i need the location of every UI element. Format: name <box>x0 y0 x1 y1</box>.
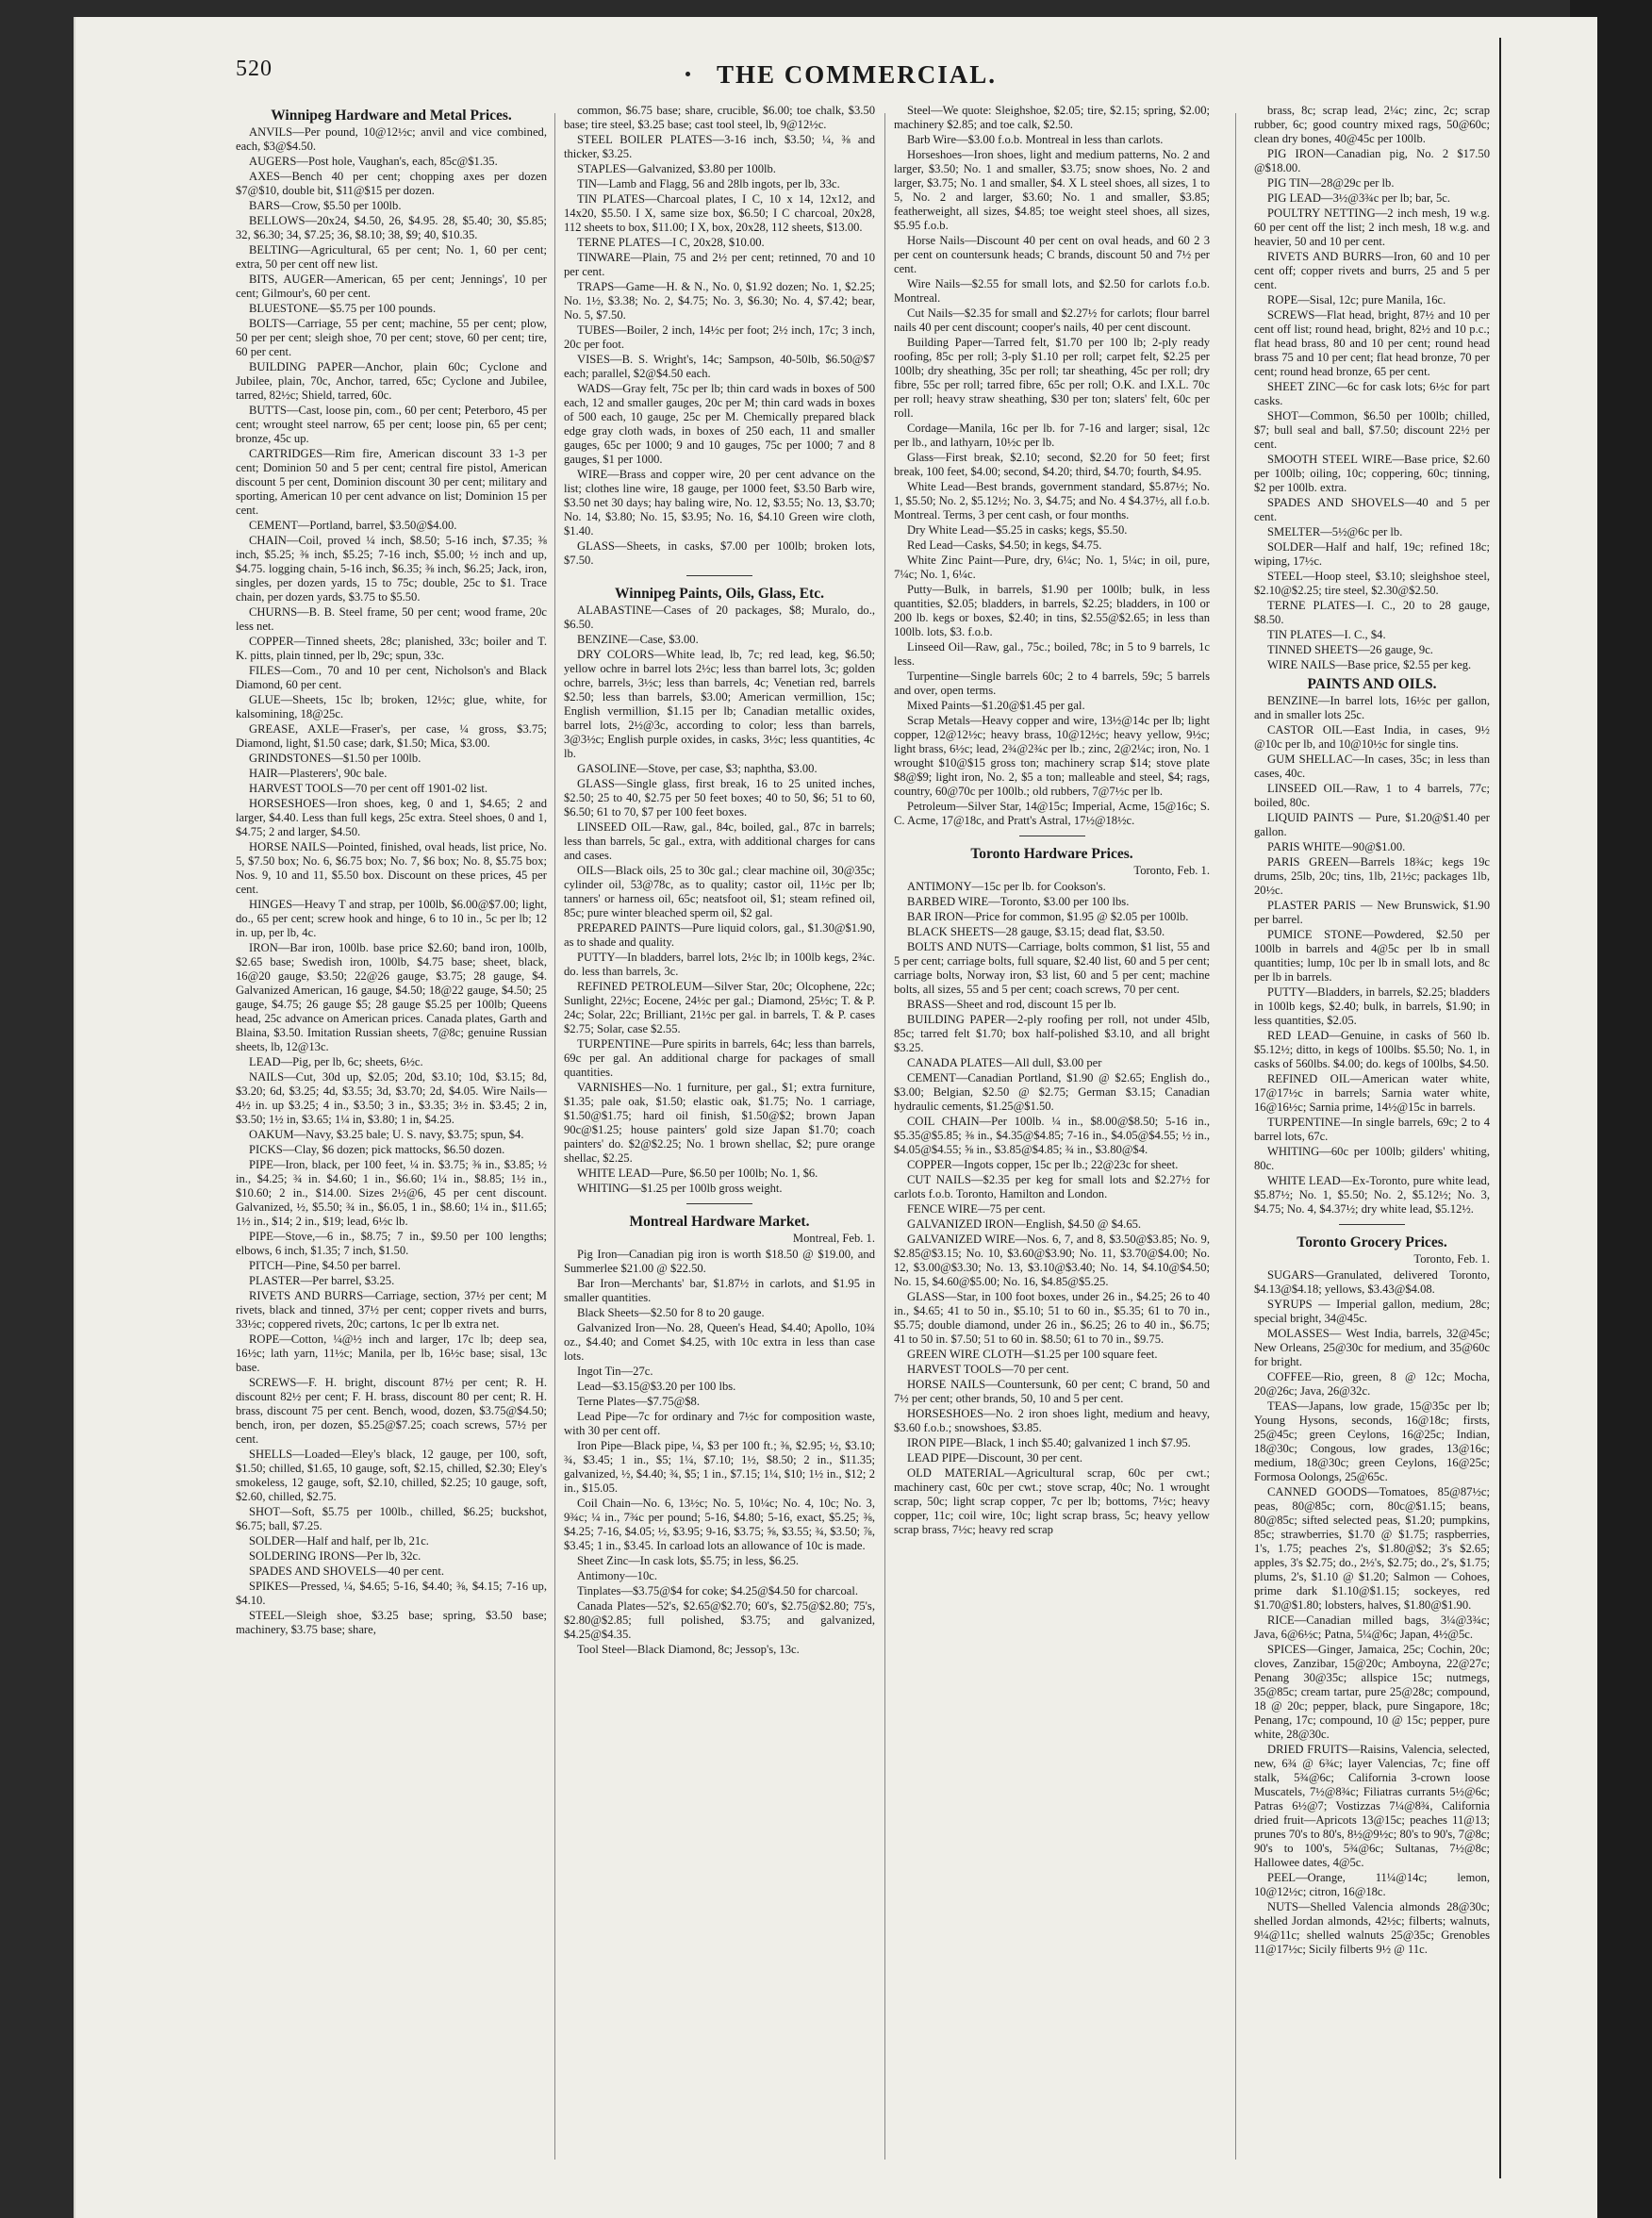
price-paragraph: common, $6.75 base; share, crucible, $6.00; toe chalk, $3.50 base; tire steel, $3.25 base; cast tool steel, lb, 9@12½c. <box>564 104 875 131</box>
price-paragraph: HORSE NAILS—Pointed, finished, oval heads, list price, No. 5, $7.50 box; No. 6, $6.75 box; No. 7, $6 box; No. 8, $5.75 box; Nos. 9, 10 and 11, $5.50 box. Discount on these prices, 45 per cent. <box>236 840 547 896</box>
price-paragraph: POULTRY NETTING—2 inch mesh, 19 w.g. 60 per cent off the list; 2 inch mesh, 18 w.g. and heavier, 50 and 10 per cent. <box>1254 207 1490 248</box>
price-paragraph: Antimony—10c. <box>577 1569 658 1582</box>
price-paragraph: VARNISHES—No. 1 furniture, per gal., $1; extra furniture, $1.35; pale oak, $1.50; elastic oak, $1.75; No. 1 carriage, $1.50@$1.75; hard oil finish, $1.50@$2; brown Japan 90c@$1.25; house painters' gold size Japan $1.70; coach painters' do. $2@$2.25; No. 1 brown shellac, $2; pure orange shellac, $2.25. <box>564 1081 875 1165</box>
price-paragraph: GREEN WIRE CLOTH—$1.25 per 100 square feet. <box>907 1348 1158 1361</box>
price-paragraph: HINGES—Heavy T and strap, per 100lb, $6.00@$7.00; light, do., 65 per cent; screw hook and hinge, 6 to 10 in., 5c per lb; 12 in. up, per lb, 4c. <box>236 898 547 939</box>
price-paragraph: WIRE NAILS—Base price, $2.55 per keg. <box>1267 658 1472 671</box>
price-paragraph: GLUE—Sheets, 15c lb; broken, 12½c; glue, white, for kalsomining, 18@25c. <box>236 693 547 720</box>
price-paragraph: TURPENTINE—In single barrels, 69c; 2 to 4 barrel lots, 67c. <box>1254 1116 1490 1143</box>
price-paragraph: Scrap Metals—Heavy copper and wire, 13½@14c per lb; light copper, 12@12½c; heavy brass, 10@12½c; heavy yellow, 9½c; light brass, 6½c; lead, 2¾@2¾c per lb.; zinc, 2@2¼c; iron, No. 1 wrought $10@$15 gross ton; machinery scrap $14; stove plate $8@$9; light iron, No. 2, $5 a ton; malleable and steel, $4; rags, country, 60@70c per 100lb.; old rubbers, 7@7½c per lb. <box>894 714 1210 798</box>
section-title: Toronto Hardware Prices. <box>970 846 1133 862</box>
ornament-dot <box>686 72 690 76</box>
paragraph-list <box>894 104 1210 828</box>
column-1 <box>236 104 547 2169</box>
price-paragraph: Wire Nails—$2.55 for small lots, and $2.50 for carlots f.o.b. Montreal. <box>894 277 1210 305</box>
price-paragraph: COIL CHAIN—Per 100lb. ¼ in., $8.00@$8.50; 5-16 in., $5.35@$5.85; ⅜ in., $4.35@$4.85; 7-16 in., $4.05@$4.55; ½ in., $4.05@$4.55; ⅝ in., $3.85@$4.85; ¾ in., $3.80@$4. <box>894 1115 1210 1156</box>
section-title: PAINTS AND OILS. <box>1307 676 1437 692</box>
price-paragraph: STEEL—Hoop steel, $3.10; sleighshoe steel, $2.10@$2.25; tire steel, $2.30@$2.50. <box>1254 570 1490 597</box>
price-paragraph: HORSE NAILS—Countersunk, 60 per cent; C brand, 50 and 7½ per cent; other brands, 50, 10 and 5 per cent. <box>894 1378 1210 1405</box>
price-paragraph: ANVILS—Per pound, 10@12½c; anvil and vice combined, each, $3@$4.50. <box>236 125 547 153</box>
price-paragraph: SPADES AND SHOVELS—40 per cent. <box>249 1564 444 1578</box>
price-paragraph: TINWARE—Plain, 75 and 2½ per cent; retinned, 70 and 10 per cent. <box>564 251 875 278</box>
price-paragraph: Pig Iron—Canadian pig iron is worth $18.50 @ $19.00, and Summerlee $21.00 @ $22.50. <box>564 1248 875 1275</box>
price-paragraph: SHOT—Soft, $5.75 per 100lb., chilled, $6.25; buckshot, $6.75; ball, $7.25. <box>236 1505 547 1532</box>
dateline: Montreal, Feb. 1. <box>792 1232 875 1245</box>
price-paragraph: RICE—Canadian milled bags, 3¼@3¾c; Java, 6@6½c; Patna, 5¼@6c; Japan, 4½@5c. <box>1254 1614 1490 1641</box>
price-paragraph: OILS—Black oils, 25 to 30c gal.; clear machine oil, 30@35c; cylinder oil, 53@78c, as to quality; castor oil, 11½c per lb; tanners' or harness oil, 65c; neatsfoot oil, $1; steam refined oil, 85c; pure winter bleached sperm oil, $2 gal. <box>564 864 875 919</box>
price-paragraph: AUGERS—Post hole, Vaughan's, each, 85c@$1.35. <box>249 155 498 168</box>
paragraph-list <box>1254 1268 1490 1957</box>
price-paragraph: RIVETS AND BURRS—Carriage, section, 37½ per cent; M rivets, black and tinned, 37½ per cent; copper rivets and burrs, 33½c; coppered rivets, 20c; cartons, 1c per lb extra net. <box>236 1289 547 1331</box>
price-paragraph: LINSEED OIL—Raw, gal., 84c, boiled, gal., 87c in barrels; less than barrels, 5c gal., extra, with additional charges for cans and cases. <box>564 820 875 862</box>
price-paragraph: Cordage—Manila, 16c per lb. for 7-16 and larger; sisal, 12c per lb., and lathyarn, 10½c per lb. <box>894 422 1210 449</box>
dateline: Toronto, Feb. 1. <box>1413 1252 1490 1266</box>
price-paragraph: RIVETS AND BURRS—Iron, 60 and 10 per cent off; copper rivets and burrs, 25 and 5 per cent. <box>1254 250 1490 291</box>
price-paragraph: TIN—Lamb and Flagg, 56 and 28lb ingots, per lb, 33c. <box>577 177 840 190</box>
page-number: 520 <box>236 57 273 81</box>
price-paragraph: NAILS—Cut, 30d up, $2.05; 20d, $3.10; 10d, $3.15; 8d, $3.20; 6d, $3.25; 4d, $3.55; 3d, $3.70; 2d, $4.05. Wire Nails—4½ in. up $3.25; 4 in., $3.50; 3 in., $3.35; 3½ in. $3.45; 2 in, $3.50; 1½ in, $3.65; 1¼ in, $3.80; 1 in, $4.25. <box>236 1070 547 1126</box>
price-paragraph: Dry White Lead—$5.25 in casks; kegs, $5.50. <box>907 523 1128 537</box>
price-paragraph: White Zinc Paint—Pure, dry, 6¼c; No. 1, 5¼c; in oil, pure, 7¼c; No. 1, 6¼c. <box>894 554 1210 581</box>
price-paragraph: CEMENT—Canadian Portland, $1.90 @ $2.65; English do., $3.00; Belgian, $2.50 @ $2.75; German $3.15; Canadian hydraulic cements, $1.25@$1.50. <box>894 1071 1210 1113</box>
price-paragraph: ROPE—Cotton, ¼@½ inch and larger, 17c lb; deep sea, 16½c; lath yarn, 11½c; Manila, per lb, 16½c base; sisal, 13c base. <box>236 1332 547 1374</box>
price-paragraph: TIN PLATES—Charcoal plates, I C, 10 x 14, 12x12, and 14x20, $5.50. I X, same size box, $6.50; I C charcoal, 20x28, 112 sheets to box, $11.00; I X, box, 20x28, 112 sheets, $13.00. <box>564 192 875 234</box>
price-paragraph: SPADES AND SHOVELS—40 and 5 per cent. <box>1254 496 1490 523</box>
price-paragraph: BOLTS—Carriage, 55 per cent; machine, 55 per cent; plow, 50 per per cent; sleigh shoe, 70 per cent; stove, 60 per cent; tire, 60 per cent. <box>236 317 547 358</box>
price-paragraph: SPIKES—Pressed, ¼, $4.65; 5-16, $4.40; ⅜, $4.15; 7-16 up, $4.10. <box>236 1580 547 1607</box>
price-paragraph: SMELTER—5½@6c per lb. <box>1267 525 1403 538</box>
price-paragraph: BUILDING PAPER—2-ply roofing per roll, not under 45lb, 85c; tarred felt $1.70; box half-polished $3.10, and all bright $3.25. <box>894 1013 1210 1054</box>
price-paragraph: OLD MATERIAL—Agricultural scrap, 60c per cwt.; machinery cast, 60c per cwt.; stove scrap, 40c; No. 1 wrought scrap, 50c; light scrap copper, 7c per lb; bottoms, 7½c; heavy copper, 11c; coil wire, 10c; light scrap brass, 5c; heavy yellow scrap brass, 7½c; heavy red scrap <box>894 1466 1210 1536</box>
price-paragraph: Cut Nails—$2.35 for small and $2.27½ for carlots; flour barrel nails 40 per cent discount; cooper's nails, 40 per cent discount. <box>894 306 1210 334</box>
price-paragraph: PIG LEAD—3½@3¾c per lb; bar, 5c. <box>1267 191 1451 205</box>
price-paragraph: SOLDER—Half and half, per lb, 21c. <box>249 1534 429 1548</box>
price-paragraph: CANADA PLATES—All dull, $3.00 per <box>907 1056 1102 1069</box>
price-paragraph: CASTOR OIL—East India, in cases, 9½ @10c per lb, and 10@10½c for single tins. <box>1254 723 1490 751</box>
price-paragraph: ANTIMONY—15c per lb. for Cookson's. <box>907 880 1106 893</box>
price-paragraph: Red Lead—Casks, $4.50; in kegs, $4.75. <box>907 538 1102 552</box>
price-paragraph: DRY COLORS—White lead, lb, 7c; red lead, keg, $6.50; yellow ochre in barrel lots 2½c; less than barrel lots, 3c; golden ochre, barrels, 3½c; less than barrels, 4c; Venetian red, barrels $2.50; less than barrels, $3.00; American vermillion, 15c; English vermillion, $1.15 per lb; Canadian metallic oxides, barrel lots, 2½@3c, according to color; less than barrels, 3@3½c; English purple oxides, in casks, 3½c; less quantities, 4c lb. <box>564 648 875 760</box>
price-paragraph: BRASS—Sheet and rod, discount 15 per lb. <box>907 998 1116 1011</box>
paragraph-list <box>1254 104 1490 672</box>
price-paragraph: Lead Pipe—7c for ordinary and 7½c for composition waste, with 30 per cent off. <box>564 1410 875 1437</box>
price-paragraph: PITCH—Pine, $4.50 per barrel. <box>249 1259 401 1272</box>
price-paragraph: LIQUID PAINTS — Pure, $1.20@$1.40 per gallon. <box>1254 811 1490 838</box>
price-paragraph: PLASTER—Per barrel, $3.25. <box>249 1274 395 1287</box>
price-paragraph: IRON PIPE—Black, 1 inch $5.40; galvanized 1 inch $7.95. <box>907 1436 1191 1449</box>
price-paragraph: OAKUM—Navy, $3.25 bale; U. S. navy, $3.75; spun, $4. <box>249 1128 524 1141</box>
price-paragraph: BARBED WIRE—Toronto, $3.00 per 100 lbs. <box>907 895 1130 908</box>
masthead: THE COMMERCIAL. <box>717 60 998 89</box>
price-paragraph: Mixed Paints—$1.20@$1.45 per gal. <box>907 699 1085 712</box>
section-title: Toronto Grocery Prices. <box>1297 1234 1447 1250</box>
price-paragraph: Ingot Tin—27c. <box>577 1365 653 1378</box>
price-paragraph: BLUESTONE—$5.75 per 100 pounds. <box>249 302 437 315</box>
price-paragraph: Lead—$3.15@$3.20 per 100 lbs. <box>577 1380 736 1393</box>
price-paragraph: HARVEST TOOLS—70 per cent off 1901-02 list. <box>249 782 488 795</box>
price-paragraph: Turpentine—Single barrels 60c; 2 to 4 barrels, 59c; 5 barrels and over, open terms. <box>894 670 1210 697</box>
price-paragraph: BUTTS—Cast, loose pin, com., 60 per cent; Peterboro, 45 per cent; wrought steel narrow, 65 per cent; loose pin, 65 per cent; bronze, 45c up. <box>236 404 547 445</box>
price-paragraph: TRAPS—Game—H. & N., No. 0, $1.92 dozen; No. 1, $2.25; No. 1½, $3.38; No. 2, $4.75; No. 3, $6.30; No. 4, $7.42; bear, No. 5, $7.50. <box>564 280 875 322</box>
price-paragraph: PIG IRON—Canadian pig, No. 2 $17.50 @$18.00. <box>1254 147 1490 174</box>
price-paragraph: ROPE—Sisal, 12c; pure Manila, 16c. <box>1267 293 1446 306</box>
price-paragraph: Bar Iron—Merchants' bar, $1.87½ in carlots, and $1.95 in smaller quantities. <box>564 1277 875 1304</box>
column-2 <box>564 104 875 2169</box>
price-paragraph: SOLDER—Half and half, 19c; refined 18c; wiping, 17½c. <box>1254 540 1490 568</box>
price-paragraph: PUTTY—Bladders, in barrels, $2.25; bladders in 100lb kegs, $2.40; bulk, in barrels, $1.90; in less quantities, $2.05. <box>1254 985 1490 1027</box>
price-paragraph: Coil Chain—No. 6, 13½c; No. 5, 10¼c; No. 4, 10c; No. 3, 9¾c; ¼ in., 7¾c per pound; 5-16, $4.80; 5-16, exact, $5.25; ⅜, $4.25; 7-16, $4.05; ½, $3.95; 9-16, $3.75; ⅝, $3.55; ¾, $3.50; ⅞, $3.45; 1 in., $3.45. In carload lots an allowance of 10c is made. <box>564 1497 875 1552</box>
price-paragraph: COPPER—Tinned sheets, 28c; planished, 33c; boiler and T. K. pitts, plain tinned, per lb, 29c; spun, 33c. <box>236 635 547 662</box>
price-paragraph: Canada Plates—52's, $2.65@$2.70; 60's, $2.75@$2.80; 75's, $2.80@$2.85; full polished, $3.75; and galvanized, $4.25@$4.35. <box>564 1599 875 1641</box>
column-4 <box>1254 104 1490 2169</box>
price-paragraph: FENCE WIRE—75 per cent. <box>907 1202 1046 1216</box>
section-rule <box>686 575 752 576</box>
price-paragraph: SHEET ZINC—6c for cask lots; 6½c for part casks. <box>1254 380 1490 407</box>
price-paragraph: TEAS—Japans, low grade, 15@35c per lb; Young Hysons, seconds, 16@18c; firsts, 25@45c; green Ceylons, 16@25c; Indian, 18@30c; Congous, low grades, 13@16c; medium, 18@30c; green Ceylons, 16@25c; Formosa Oolongs, 25@65c. <box>1254 1399 1490 1483</box>
price-paragraph: Galvanized Iron—No. 28, Queen's Head, $4.40; Apollo, 10¾ oz., $4.40; and Comet $4.25, with 10c extra in less than case lots. <box>564 1321 875 1363</box>
price-paragraph: WHITING—60c per 100lb; gilders' whiting, 80c. <box>1254 1145 1490 1172</box>
price-paragraph: TURPENTINE—Pure spirits in barrels, 64c; less than barrels, 69c per gal. An additional charge for packages of small quantities. <box>564 1037 875 1079</box>
price-paragraph: Horse Nails—Discount 40 per cent on oval heads, and 60 2 3 per cent on countersunk heads; C brands, discount 50 and 7½ per cent. <box>894 234 1210 275</box>
price-paragraph: BLACK SHEETS—28 gauge, $3.15; dead flat, $3.50. <box>907 925 1165 938</box>
price-paragraph: RED LEAD—Genuine, in casks of 560 lb. $5.12½; ditto, in kegs of 100lbs. $5.50; No. 1, in casks of 560lbs. $4.00; do. kegs of 100lbs, $4.50. <box>1254 1029 1490 1070</box>
price-paragraph: PUTTY—In bladders, barrel lots, 2½c lb; in 100lb kegs, 2¾c. do. less than barrels, 3c. <box>564 951 875 978</box>
price-paragraph: GUM SHELLAC—In cases, 35c; in less than cases, 40c. <box>1254 753 1490 780</box>
price-paragraph: BITS, AUGER—American, 65 per cent; Jennings', 10 per cent; Gilmour's, 60 per cent. <box>236 273 547 300</box>
price-paragraph: DRIED FRUITS—Raisins, Valencia, selected, new, 6¾ @ 6¾c; layer Valencias, 7c; fine off stalk, 5¾@6c; California 3-crown loose Muscatels, 7½@8¾c; Filiatras currants 5½@6c; Patras 6½@7; Vostizzas 7¼@8¾, California dried fruit—Apricots 13@15c; peaches 11@13; prunes 70's to 80's, 8½@9½c; 80's to 90's, 7@8c; 90's to 100's, 5¾@6c; Sultanas, 7½@8c; Hallowee dates, 4@5c. <box>1254 1743 1490 1869</box>
price-paragraph: Sheet Zinc—In cask lots, $5.75; in less, $6.25. <box>577 1554 800 1567</box>
paragraph-list <box>564 604 875 1196</box>
price-paragraph: CANNED GOODS—Tomatoes, 85@87½c; peas, 80@85c; corn, 80c@$1.15; beans, 80@85c; sifted selected peas, $1.20; pumpkins, 85c; strawberries, $1.70 @ $1.75; raspberries, 1's, 1.75; peaches 2's, $1.80@$2; 3's $2.65; apples, 3's $2.75; do., 2½'s, $2.75; do., 2's, $1.75; plums, 2's, $1.10 @ $1.20; Salmon — Cohoes, prime dark $1.10@$1.15; sockeyes, red $1.70@$1.80; lobsters, halves, $1.80@$1.90. <box>1254 1485 1490 1612</box>
section-title: Winnipeg Hardware and Metal Prices. <box>271 108 512 124</box>
price-paragraph: COPPER—Ingots copper, 15c per lb.; 22@23c for sheet. <box>907 1158 1179 1171</box>
price-paragraph: WHITING—$1.25 per 100lb gross weight. <box>577 1182 783 1195</box>
price-paragraph: TINNED SHEETS—26 gauge, 9c. <box>1267 643 1433 656</box>
price-paragraph: TUBES—Boiler, 2 inch, 14½c per foot; 2½ inch, 17c; 3 inch, 20c per foot. <box>564 323 875 351</box>
price-paragraph: TIN PLATES—I. C., $4. <box>1267 628 1386 641</box>
price-paragraph: Tinplates—$3.75@$4 for coke; $4.25@$4.50 for charcoal. <box>577 1584 858 1597</box>
price-paragraph: SYRUPS — Imperial gallon, medium, 28c; special bright, 34@45c. <box>1254 1298 1490 1325</box>
price-paragraph: PIPE—Iron, black, per 100 feet, ¼ in. $3.75; ⅜ in., $3.85; ½ in., $4.25; ¾ in. $4.60; 1 in., $6.60; 1¼ in., $8.85; 1½ in., $10.60; 2 in., $14.00. Sizes 2½@6, 45 per cent discount. Galvanized, ½, $5.50; ¾ in., $6.05, 1 in., $8.60; 1¼ in., $11.65; 1½ in., $14; 2 in., $19; lead, 6½c lb. <box>236 1158 547 1228</box>
price-paragraph: LEAD—Pig, per lb, 6c; sheets, 6½c. <box>249 1055 423 1068</box>
price-paragraph: BELLOWS—20x24, $4.50, 26, $4.95. 28, $5.40; 30, $5.85; 32, $6.30; 34, $7.25; 36, $8.10; 38, $9; 40, $10.35. <box>236 214 547 241</box>
price-paragraph: LINSEED OIL—Raw, 1 to 4 barrels, 77c; boiled, 80c. <box>1254 782 1490 809</box>
price-paragraph: PARIS WHITE—90@$1.00. <box>1267 840 1406 853</box>
section-title: Montreal Hardware Market. <box>629 1214 810 1230</box>
price-paragraph: BARS—Crow, $5.50 per 100lb. <box>249 199 402 212</box>
price-paragraph: Steel—We quote: Sleighshoe, $2.05; tire, $2.15; spring, $2.00; machinery $2.85; and toe calk, $2.50. <box>894 104 1210 131</box>
page-frame-line <box>1499 38 1558 2178</box>
price-paragraph: ALABASTINE—Cases of 20 packages, $8; Muralo, do., $6.50. <box>564 604 875 631</box>
price-paragraph: BAR IRON—Price for common, $1.95 @ $2.05 per 100lb. <box>907 910 1189 923</box>
price-paragraph: Iron Pipe—Black pipe, ¼, $3 per 100 ft.; ⅜, $2.95; ½, $3.10; ¾, $3.45; 1 in., $5; 1¼, $7.10; 1½, $8.50; 2 in., $11.35; galvanized, ½, $4.40; ¾, $5; 1 in., $7.15; 1¼, $10; 1½ in., $12; 2 in., $15.05. <box>564 1439 875 1495</box>
price-paragraph: SOLDERING IRONS—Per lb, 32c. <box>249 1549 421 1563</box>
price-paragraph: Petroleum—Silver Star, 14@15c; Imperial, Acme, 15@16c; S. C. Acme, 17@18c, and Pratt's Astral, 17½@18½c. <box>894 800 1210 827</box>
dateline: Toronto, Feb. 1. <box>1133 864 1210 877</box>
price-paragraph: PICKS—Clay, $6 dozen; pick mattocks, $6.50 dozen. <box>249 1143 505 1156</box>
price-paragraph: GALVANIZED WIRE—Nos. 6, 7, and 8, $3.50@$3.85; No. 9, $2.85@$3.15; No. 10, $3.60@$3.90; No. 11, $3.70@$4.00; No. 12, $3.00@$3.30; No. 13, $3.10@$3.40; No. 14, $4.10@$4.50; No. 15, $4.60@$5.00; No. 16, $4.85@$5.25. <box>894 1233 1210 1288</box>
price-paragraph: GRINDSTONES—$1.50 per 100lb. <box>249 752 421 765</box>
price-paragraph: BOLTS AND NUTS—Carriage, bolts common, $1 list, 55 and 5 per cent; carriage bolts, full square, $2.40 list, 60 and 5 per cent; carriage bolts, Norway iron, $3 list, 60 and 5 per cent; machine bolts, all sizes, 55 and 5 per cent; coach screws, 70 per cent. <box>894 940 1210 996</box>
price-paragraph: Terne Plates—$7.75@$8. <box>577 1395 700 1408</box>
price-paragraph: GALVANIZED IRON—English, $4.50 @ $4.65. <box>907 1217 1142 1231</box>
price-paragraph: SHOT—Common, $6.50 per 100lb; chilled, $7; bull seal and ball, $7.50; discount 22½ per cent. <box>1254 409 1490 451</box>
price-paragraph: STEEL BOILER PLATES—3-16 inch, $3.50; ¼, ⅜ and thicker, $3.25. <box>564 133 875 160</box>
price-paragraph: Linseed Oil—Raw, gal., 75c.; boiled, 78c; in 5 to 9 barrels, 1c less. <box>894 640 1210 668</box>
price-paragraph: HORSESHOES—No. 2 iron shoes light, medium and heavy, $3.60 f.o.b.; snowshoes, $3.85. <box>894 1407 1210 1434</box>
price-paragraph: PLASTER PARIS — New Brunswick, $1.90 per barrel. <box>1254 899 1490 926</box>
column-3 <box>894 104 1210 2169</box>
price-paragraph: GREASE, AXLE—Fraser's, per case, ¼ gross, $3.75; Diamond, light, $1.50 case; dark, $1.50; Mica, $3.00. <box>236 722 547 750</box>
price-paragraph: GLASS—Star, in 100 foot boxes, under 26 in., $4.25; 26 to 40 in., $4.65; 41 to 50 in., $5.10; 51 to 60 in., $5.35; 61 to 70 in., $5.75; double diamond, under 26 in., $6.25; 26 to 40 in., $6.75; 41 to 50 in. $7.50; 51 to 60 in. $8.50; 61 to 70 in., $9.75. <box>894 1290 1210 1346</box>
price-paragraph: Putty—Bulk, in barrels, $1.90 per 100lb; bulk, in less quantities, $2.05; bladders, in barrels, $2.25; bladders, in 100 or 200 lb. kegs or boxes, $2.40; in tins, $2.55@$2.65; in less than 100lb. lots, $3. f.o.b. <box>894 583 1210 638</box>
price-paragraph: WHITE LEAD—Ex-Toronto, pure white lead, $5.87½; No. 1, $5.50; No. 2, $5.12½; No. 3, $4.75; No. 4, $4.37½; dry white lead, $5.12½. <box>1254 1174 1490 1216</box>
price-paragraph: White Lead—Best brands, government standard, $5.87½; No. 1, $5.50; No. 2, $5.12½; No. 3, $4.75; and No. 4 $4.37½, all f.o.b. Montreal. Terms, 3 per cent cash, or four months. <box>894 480 1210 521</box>
price-paragraph: BENZINE—In barrel lots, 16½c per gallon, and in smaller lots 25c. <box>1254 694 1490 721</box>
paragraph-list <box>564 1248 875 1657</box>
price-paragraph: REFINED OIL—American water white, 17@17½c in barrels; Sarnia water white, 16@16½c; Sarnia prime, 14½@15c in barrels. <box>1254 1072 1490 1114</box>
price-paragraph: PIPE—Stove,—6 in., $8.75; 7 in., $9.50 per 100 lengths; elbows, 6 inch, $1.35; 7 inch, $1.50. <box>236 1230 547 1257</box>
section-rule <box>686 1203 752 1204</box>
price-paragraph: WIRE—Brass and copper wire, 20 per cent advance on the list; clothes line wire, 18 gauge, per 1000 feet, $3.50 Barb wire, $3.50 net 30 days; hay baling wire, No. 12, $3.55; No. 13, $3.70; No. 14, $3.80; No. 15, $3.95; No. 16, $4.10 Green wire cloth, $1.40. <box>564 468 875 538</box>
paragraph-list <box>894 880 1210 1537</box>
price-paragraph: TERNE PLATES—I. C., 20 to 28 gauge, $8.50. <box>1254 599 1490 626</box>
price-paragraph: CHAIN—Coil, proved ¼ inch, $8.50; 5-16 inch, $7.35; ⅜ inch, $5.25; ⅜ inch, $5.25; 7-16 inch, $5.00; ½ inch and up, $4.75. logging chain, 5-16 inch, $6.35; ⅜ inch, $6.25; Jack, iron, singles, per dozen yards, 15 to 75c; double, 25c to $1. Trace chain, per dozen yards, $3.75 to $5.50. <box>236 534 547 604</box>
price-paragraph: CHURNS—B. B. Steel frame, 50 per cent; wood frame, 20c less net. <box>236 605 547 633</box>
column-rule <box>1235 113 1236 2160</box>
price-paragraph: WADS—Gray felt, 75c per lb; thin card wads in boxes of 500 each, 12 and smaller gauges, 20c per M; thin card wads in boxes of 500 each, 10 gauge, 25c per M. Chemically prepared black edge gray cloth wads, in boxes of 250 each, 11 and smaller gauges, 65c per 1000; 9 and 10 gauges, 75c per 1000; 7 and 8 gauges, $1 per 1000. <box>564 382 875 466</box>
price-paragraph: GASOLINE—Stove, per case, $3; naphtha, $3.00. <box>577 762 818 775</box>
price-paragraph: PUMICE STONE—Powdered, $2.50 per 100lb in barrels and 4@5c per lb in small quantities; lump, 10c per lb in small lots, and 8c per lb in barrels. <box>1254 928 1490 984</box>
price-paragraph: SPICES—Ginger, Jamaica, 25c; Cochin, 20c; cloves, Zanzibar, 15@20c; Amboyna, 22@27c; Penang 30@35c; allspice 15c; nutmegs, 35@85c; cream tartar, pure 25@28c; compound, 18 @ 20c; pepper, black, pure Singapore, 18c; Penang, 17c; compound, 10 @ 15c; pepper, pure white, 28@30c. <box>1254 1643 1490 1741</box>
price-paragraph: PIG TIN—28@29c per lb. <box>1267 176 1395 190</box>
section-rule <box>1339 1224 1405 1225</box>
price-paragraph: HORSESHOES—Iron shoes, keg, 0 and 1, $4.65; 2 and larger, $4.40. Less than full kegs, 25c extra. Steel shoes, 0 and 1, $4.75; 2 and larger, $4.50. <box>236 797 547 838</box>
paragraph-list <box>1254 694 1490 1217</box>
price-paragraph: BUILDING PAPER—Anchor, plain 60c; Cyclone and Jubilee, plain, 70c, Anchor, tarred, 65c; Cyclone and Jubilee, tarred, 82½c; Shield, tarred, 60c. <box>236 360 547 402</box>
price-paragraph: MOLASSES— West India, barrels, 32@45c; New Orleans, 25@30c for medium, and 35@60c for bright. <box>1254 1327 1490 1368</box>
price-paragraph: Horseshoes—Iron shoes, light and medium patterns, No. 2 and larger, $3.50; No. 1 and smaller, $3.75; snow shoes, No. 2 and larger, $3.75; No. 1 and smaller, $4. X L steel shoes, all sizes, 1 to 5, No. 2 and larger, $3.60; No. 1 and smaller, $3.85; featherweight, all sizes, $4.85; toe weight steel shoes, all sizes, $5.95 f.o.b. <box>894 148 1210 232</box>
price-paragraph: SCREWS—F. H. bright, discount 87½ per cent; R. H. discount 82½ per cent; F. H. brass, discount 80 per cent; R. H. brass, discount 75 per cent. Bench, wood, dozen, $3.75@$4.50; bench, iron, per dozen, $5.25@$7.25; coach screws, 57½ per cent. <box>236 1376 547 1446</box>
price-paragraph: STEEL—Sleigh shoe, $3.25 base; spring, $3.50 base; machinery, $3.75 base; share, <box>236 1609 547 1636</box>
price-paragraph: SCREWS—Flat head, bright, 87½ and 10 per cent off list; round head, bright, 82½ and 10 p.c.; flat head brass, 80 and 10 per cent; round head brass 75 and 10 per cent; flat head bronze, 70 per cent; round head bronze, 65 per cent. <box>1254 308 1490 378</box>
price-paragraph: brass, 8c; scrap lead, 2¼c; zinc, 2c; scrap rubber, 6c; good country mixed rags, 50@60c; clean dry bones, 40@45c per 100lb. <box>1254 104 1490 145</box>
price-paragraph: Glass—First break, $2.10; second, $2.20 for 50 feet; first break, 100 feet, $4.00; second, $4.20; third, $4.70; fourth, $4.95. <box>894 451 1210 478</box>
price-paragraph: HARVEST TOOLS—70 per cent. <box>907 1363 1069 1376</box>
paragraph-list <box>564 104 875 568</box>
price-paragraph: HAIR—Plasterers', 90c bale. <box>249 767 388 780</box>
price-paragraph: PARIS GREEN—Barrels 18¾c; kegs 19c drums, 25lb, 20c; tins, 1lb, 21½c; packages 1lb, 20½c. <box>1254 855 1490 897</box>
price-paragraph: GLASS—Sheets, in casks, $7.00 per 100lb; broken lots, $7.50. <box>564 539 875 567</box>
price-paragraph: TERNE PLATES—I C, 20x28, $10.00. <box>577 236 765 249</box>
price-paragraph: Black Sheets—$2.50 for 8 to 20 gauge. <box>577 1306 765 1319</box>
price-paragraph: NUTS—Shelled Valencia almonds 28@30c; shelled Jordan almonds, 42½c; filberts; walnuts, 9¼@11c; shelled walnuts 25@35c; Grenobles 11@17½c; Sicily filberts 9½ @ 11c. <box>1254 1900 1490 1956</box>
price-paragraph: CARTRIDGES—Rim fire, American discount 33 1-3 per cent; Dominion 50 and 5 per cent; central fire pistol, American discount 5 per cent, Dominion discount 30 per cent; military and sporting, American 10 per cent advance on list; Dominion 15 per cent. <box>236 447 547 517</box>
price-paragraph: SHELLS—Loaded—Eley's black, 12 gauge, per 100, soft, $1.50; chilled, $1.65, 10 gauge, soft, $2.15, chilled, $2.30; Eley's smokeless, 12 gauge, soft, $2.10, chilled, $2.25; 10 gauge, soft, $2.60, chilled, $2.75. <box>236 1448 547 1503</box>
price-paragraph: REFINED PETROLEUM—Silver Star, 20c; Olcophene, 22c; Sunlight, 22½c; Eocene, 24½c per gal.; Diamond, 25½c; T. & P. 24c; Solar, 22c; Brilliant, 21½c per gal. in barrels, T. & P. cases $2.75; Solar, case $2.55. <box>564 980 875 1035</box>
price-paragraph: BELTING—Agricultural, 65 per cent; No. 1, 60 per cent; extra, 50 per cent off new list. <box>236 243 547 271</box>
price-paragraph: STAPLES—Galvanized, $3.80 per 100lb. <box>577 162 776 175</box>
price-paragraph: Barb Wire—$3.00 f.o.b. Montreal in less than carlots. <box>907 133 1164 146</box>
price-paragraph: FILES—Com., 70 and 10 per cent, Nicholson's and Black Diamond, 60 per cent. <box>236 664 547 691</box>
column-rule <box>884 113 885 2160</box>
price-paragraph: CUT NAILS—$2.35 per keg for small lots and $2.27½ for carlots f.o.b. Toronto, Hamilton and London. <box>894 1173 1210 1200</box>
price-paragraph: IRON—Bar iron, 100lb. base price $2.60; band iron, 100lb, $2.65 base; Swedish iron, 100lb, $4.75 base; sheet, black, 16@20 gauge, $3.50; 22@26 gauge, $3.75; 28 gauge, $4. Galvanized American, 16 gauge, $4.50; 18@22 gauge, $4.50; 25 gauge, $4.75; 26 gauge $5; 28 gauge $5.25 per 100lb; Queens head, 25c advance on American prices. Canada plates, Garth and Blaina, $3.50. Imitation Russian sheets, 7@8c; genuine Russian sheets, lb, 12@13c. <box>236 941 547 1053</box>
paragraph-list <box>236 125 547 1637</box>
price-paragraph: CEMENT—Portland, barrel, $3.50@$4.00. <box>249 519 457 532</box>
price-paragraph: WHITE LEAD—Pure, $6.50 per 100lb; No. 1, $6. <box>577 1167 818 1180</box>
price-paragraph: Tool Steel—Black Diamond, 8c; Jessop's, 13c. <box>577 1643 800 1656</box>
price-paragraph: AXES—Bench 40 per cent; chopping axes per dozen $7@$10, double bit, $11@$15 per dozen. <box>236 170 547 197</box>
price-paragraph: GLASS—Single glass, first break, 16 to 25 united inches, $2.50; 25 to 40, $2.75 per 50 feet boxes; 40 to 50, $6; 51 to 60, $6.50; 61 to 70, $7 per 100 feet boxes. <box>564 777 875 819</box>
price-paragraph: SMOOTH STEEL WIRE—Base price, $2.60 per 100lb; oiling, 10c; coppering, 60c; tinning, $2 per 100lb. extra. <box>1254 453 1490 494</box>
column-rule <box>554 113 555 2160</box>
section-title: Winnipeg Paints, Oils, Glass, Etc. <box>615 586 824 602</box>
price-paragraph: VISES—B. S. Wright's, 14c; Sampson, 40-50lb, $6.50@$7 each; parallel, $2@$4.50 each. <box>564 353 875 380</box>
price-paragraph: LEAD PIPE—Discount, 30 per cent. <box>907 1451 1083 1465</box>
price-paragraph: BENZINE—Case, $3.00. <box>577 633 699 646</box>
price-paragraph: COFFEE—Rio, green, 8 @ 12c; Mocha, 20@26c; Java, 26@32c. <box>1254 1370 1490 1398</box>
price-paragraph: SUGARS—Granulated, delivered Toronto, $4.13@$4.18; yellows, $3.43@$4.08. <box>1254 1268 1490 1296</box>
price-paragraph: PREPARED PAINTS—Pure liquid colors, gal., $1.30@$1.90, as to shade and quality. <box>564 921 875 949</box>
price-paragraph: Building Paper—Tarred felt, $1.70 per 100 lb; 2-ply ready roofing, 85c per roll; 3-ply $1.10 per roll; carpet felt, $2.25 per 100lb; dry sheathing, 35c per roll; tar sheathing, 45c per roll; dry fibre, 55c per roll; tarred fibre, 65c per roll; O.K. and I.X.L. 70c per roll; heavy straw sheathing, $30 per ton; slaters' felt, 60c per roll. <box>894 336 1210 420</box>
price-paragraph: PEEL—Orange, 11¼@14c; lemon, 10@12½c; citron, 16@18c. <box>1254 1871 1490 1898</box>
